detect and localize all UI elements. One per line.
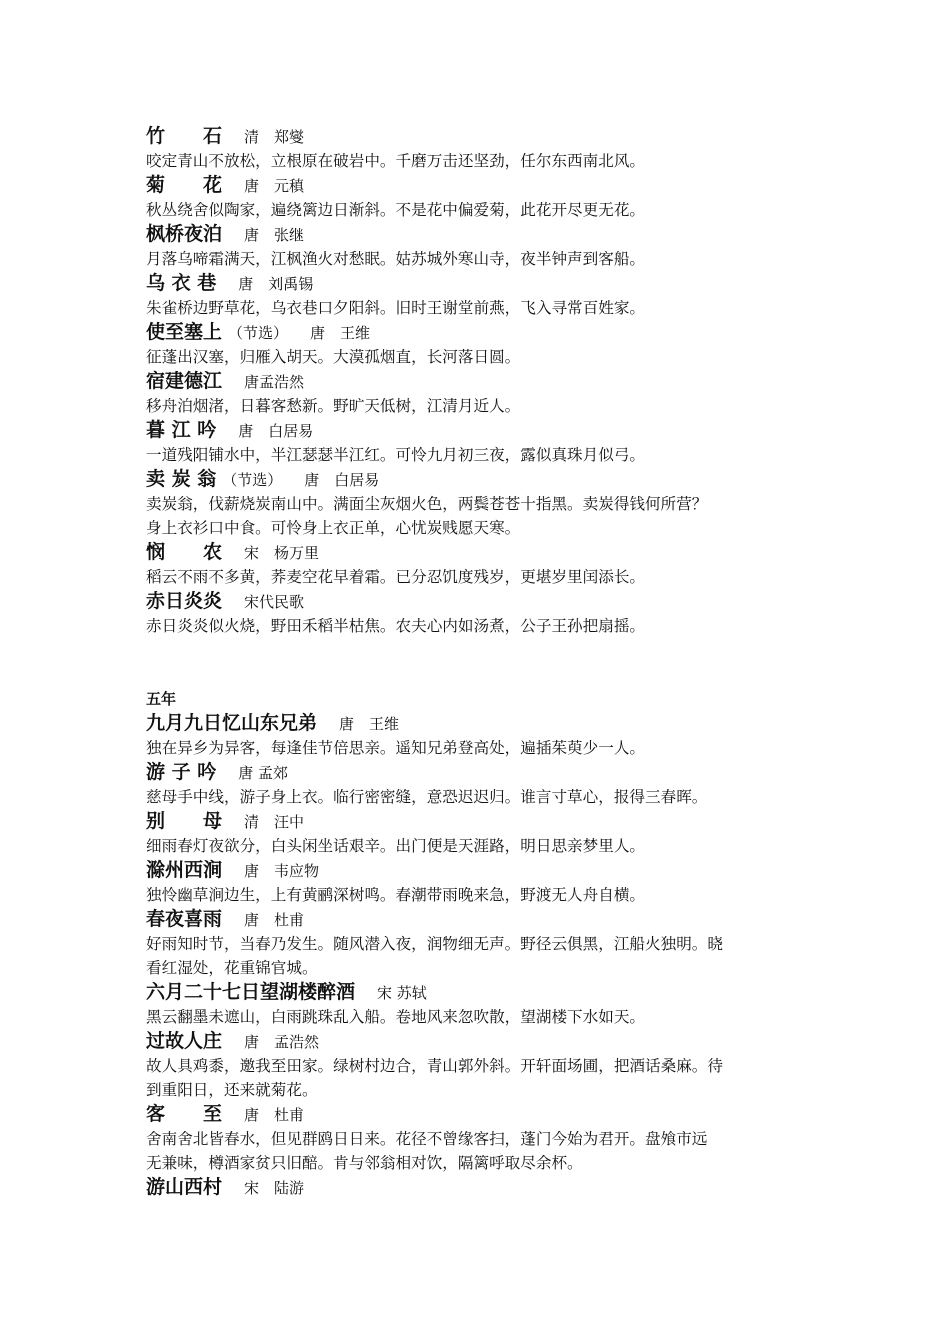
- poem-text-line: 移舟泊烟渚，日暮客愁新。野旷天低树，江清月近人。: [146, 397, 521, 415]
- poem-author: 唐 杜甫: [244, 911, 305, 929]
- poem-author: 唐 杜甫: [244, 1106, 305, 1124]
- poem-text-line: 黑云翻墨未遮山，白雨跳珠乱入船。卷地风来忽吹散，望湖楼下水如天。: [146, 1008, 646, 1026]
- poem-author: 唐 韦应物: [244, 862, 320, 880]
- poem-title-line: [146, 907, 816, 932]
- poem-block: [146, 760, 816, 809]
- poem-block: [146, 858, 816, 907]
- poem-text-line: 独在异乡为异客，每逢佳节倍思亲。遥知兄弟登高处，遍插茱萸少一人。: [146, 739, 646, 757]
- poem-block: [146, 809, 816, 858]
- poem-block: [146, 1102, 816, 1175]
- poem-title-line: [146, 1029, 816, 1054]
- poem-block: [146, 589, 816, 638]
- poem-block: [146, 1175, 816, 1200]
- poem-title-line: [146, 1102, 816, 1127]
- poem-block: [146, 369, 816, 418]
- poem-block: [146, 418, 816, 467]
- poem-author: 唐孟浩然: [244, 373, 305, 391]
- poem-author: 唐 孟郊: [238, 764, 289, 782]
- poem-title: 枫桥夜泊: [146, 223, 223, 245]
- poem-text-line: 舍南舍北皆春水，但见群鸥日日来。花径不曾缘客扫，蓬门今始为君开。盘飧市远: [146, 1130, 708, 1148]
- poem-text-line: 独怜幽草涧边生，上有黄鹂深树鸣。春潮带雨晚来急，野渡无人舟自横。: [146, 886, 646, 904]
- poem-title: 悯 农: [146, 541, 223, 563]
- poem-title: 赤日炎炎: [146, 590, 223, 612]
- document-page: [146, 124, 816, 1200]
- poem-text-line: 身上衣衫口中食。可怜身上衣正单，心忧炭贱愿天寒。: [146, 519, 521, 537]
- poem-title: 游山西村: [146, 1176, 223, 1198]
- poem-author: 宋 陆游: [244, 1179, 305, 1197]
- poem-block: [146, 320, 816, 369]
- poem-title-line: [146, 173, 816, 198]
- poem-text-line: 赤日炎炎似火烧，野田禾稻半枯焦。农夫心内如汤煮，公子王孙把扇摇。: [146, 617, 646, 635]
- poem-title: 六月二十七日望湖楼醉酒: [146, 981, 356, 1003]
- poem-title-line: [146, 809, 816, 834]
- poem-block: [146, 980, 816, 1029]
- poem-block: [146, 711, 816, 760]
- section-gap: [146, 638, 816, 687]
- poem-title: 乌 衣 巷: [146, 272, 217, 294]
- poem-author: 宋 苏轼: [377, 984, 427, 1002]
- poem-author: 宋 杨万里: [244, 544, 320, 562]
- poem-block: [146, 173, 816, 222]
- poem-text-line: 一道残阳铺水中，半江瑟瑟半江红。可怜九月初三夜，露似真珠月似弓。: [146, 446, 646, 464]
- poem-author: 清 郑燮: [244, 128, 305, 146]
- poem-text-line: 到重阳日，还来就菊花。: [146, 1081, 318, 1099]
- poem-author: 唐 刘禹锡: [238, 275, 314, 293]
- poem-title-line: [146, 760, 816, 785]
- poem-title: 客 至: [146, 1103, 223, 1125]
- poem-block: [146, 907, 816, 980]
- poem-title: 春夜喜雨: [146, 908, 223, 930]
- poem-text-line: 无兼味，樽酒家贫只旧醅。肯与邻翁相对饮，隔篱呼取尽余杯。: [146, 1154, 583, 1172]
- poem-title-line: [146, 711, 816, 736]
- poem-author: 宋代民歌: [244, 593, 305, 611]
- poem-list-b: [146, 711, 816, 1200]
- poem-text-line: 卖炭翁，伐薪烧炭南山中。满面尘灰烟火色，两鬓苍苍十指黑。卖炭得钱何所营？: [146, 495, 708, 513]
- section-label: 五年: [146, 690, 177, 708]
- poem-author: 唐 白居易: [238, 422, 314, 440]
- poem-title-line: [146, 980, 816, 1005]
- poem-title: 暮 江 吟: [146, 419, 217, 441]
- poem-title-line: [146, 271, 816, 296]
- poem-block: [146, 271, 816, 320]
- poem-author: 唐 孟浩然: [244, 1033, 320, 1051]
- poem-author: 唐 元稹: [244, 177, 305, 195]
- poem-title-line: [146, 1175, 816, 1200]
- poem-title-line: [146, 540, 816, 565]
- poem-author: 清 汪中: [244, 813, 305, 831]
- poem-text-line: 稻云不雨不多黄，荞麦空花早着霜。已分忍饥度残岁，更堪岁里闰添长。: [146, 568, 646, 586]
- poem-block: [146, 124, 816, 173]
- poem-title-line: [146, 589, 816, 614]
- poem-text-line: 好雨知时节，当春乃发生。随风潜入夜，润物细无声。野径云俱黑，江船火独明。晓: [146, 935, 723, 953]
- poem-title: 滁州西涧: [146, 859, 223, 881]
- poem-text-line: 月落乌啼霜满天，江枫渔火对愁眠。姑苏城外寒山寺，夜半钟声到客船。: [146, 250, 646, 268]
- poem-author: 唐 王维: [339, 715, 400, 733]
- poem-title-line: [146, 320, 816, 345]
- poem-title-line: [146, 124, 816, 149]
- poem-title: 过故人庄: [146, 1030, 223, 1052]
- poem-block: [146, 1029, 816, 1102]
- poem-text-line: 咬定青山不放松，立根原在破岩中。千磨万击还坚劲，任尔东西南北风。: [146, 152, 646, 170]
- poem-title: 别 母: [146, 810, 223, 832]
- poem-author: 唐 白居易: [304, 471, 380, 489]
- poem-block: [146, 540, 816, 589]
- poem-title: 使至塞上: [146, 321, 223, 343]
- poem-title: 菊 花: [146, 174, 223, 196]
- poem-title: 游 子 吟: [146, 761, 217, 783]
- poem-text-line: 慈母手中线，游子身上衣。临行密密缝，意恐迟迟归。谁言寸草心，报得三春晖。: [146, 788, 708, 806]
- poem-title: 卖 炭 翁: [146, 468, 217, 490]
- poem-block: [146, 222, 816, 271]
- poem-title-line: [146, 858, 816, 883]
- poem-text-line: 朱雀桥边野草花，乌衣巷口夕阳斜。旧时王谢堂前燕，飞入寻常百姓家。: [146, 299, 646, 317]
- poem-title-line: [146, 467, 816, 492]
- poem-list-a: [146, 124, 816, 638]
- poem-text-line: 征蓬出汉塞，归雁入胡天。大漠孤烟直，长河落日圆。: [146, 348, 521, 366]
- poem-block: [146, 467, 816, 540]
- poem-title: 竹 石: [146, 125, 223, 147]
- poem-title: 宿建德江: [146, 370, 223, 392]
- poem-text-line: 看红湿处，花重锦官城。: [146, 959, 318, 977]
- poem-author: 唐 张继: [244, 226, 305, 244]
- poem-author: 唐 王维: [310, 324, 371, 342]
- poem-title-line: [146, 222, 816, 247]
- poem-title-line: [146, 369, 816, 394]
- poem-note: （节选）: [228, 324, 289, 342]
- poem-text-line: 细雨春灯夜欲分，白头闲坐话艰辛。出门便是天涯路，明日思亲梦里人。: [146, 837, 646, 855]
- poem-text-line: 秋丛绕舍似陶家，遍绕篱边日渐斜。不是花中偏爱菊，此花开尽更无花。: [146, 201, 646, 219]
- poem-text-line: 故人具鸡黍，邀我至田家。绿树村边合，青山郭外斜。开轩面场圃，把酒话桑麻。待: [146, 1057, 723, 1075]
- poem-title-line: [146, 418, 816, 443]
- poem-note: （节选）: [222, 471, 283, 489]
- poem-title: 九月九日忆山东兄弟: [146, 712, 318, 734]
